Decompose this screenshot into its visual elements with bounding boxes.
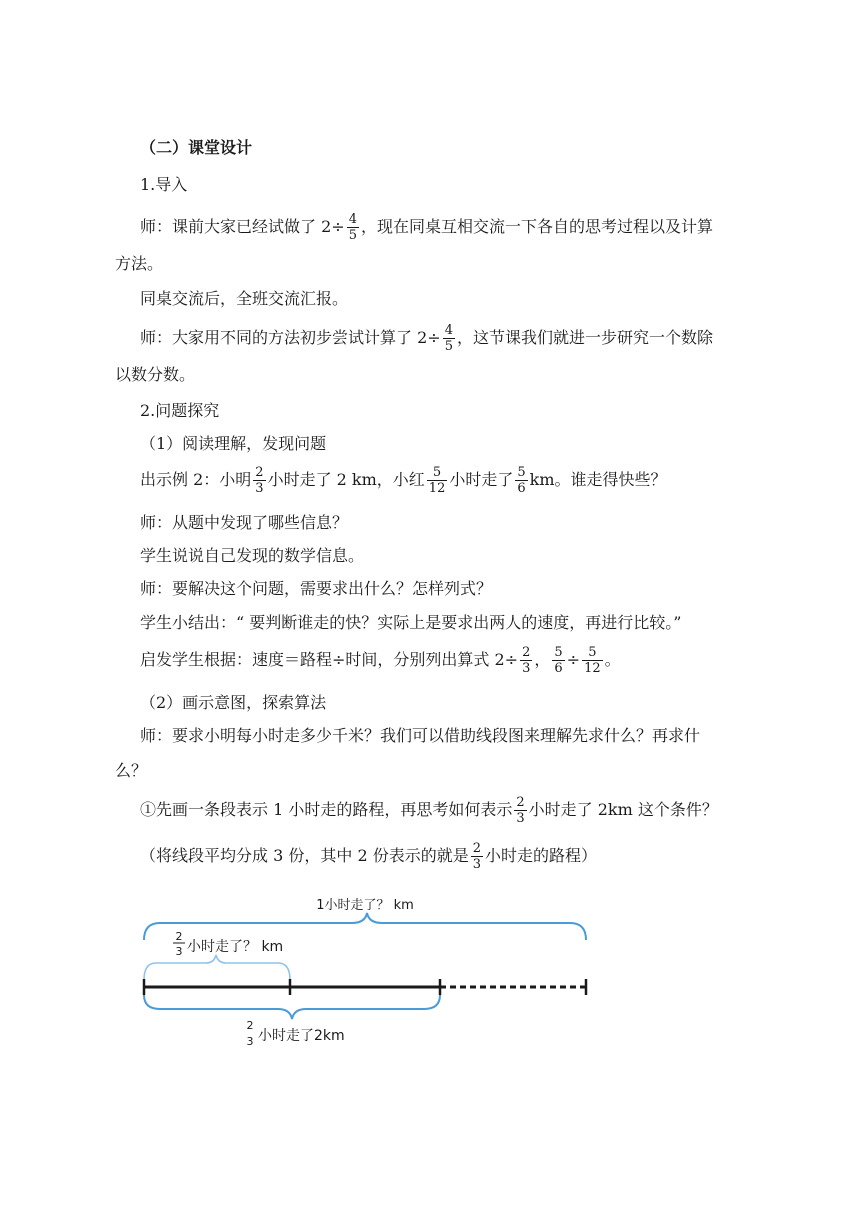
bottom-frac-den: 3 [246,1035,254,1048]
paragraph-2: 同桌交流后，全班交流汇报。 [140,289,349,308]
paragraph-10: 师：要求小明每小时走多少千米？我们可以借助线段图来理解先求什么？再求什 [140,726,701,745]
bottom-label: 小时走了2km [258,1028,345,1044]
paragraph-7: 师：要解决这个问题，需要求出什么？怎样列式？ [140,579,493,598]
text: ÷ [566,650,581,669]
bottom-frac-num: 2 [246,1019,254,1032]
text: ，现在同桌互相交流一下各自的思考过程以及计算 [360,217,713,236]
section-title: （二）课堂设计 [140,138,253,157]
section-2-title: 2.问题探究 [140,401,220,420]
text: ， [534,650,551,669]
text: 启发学生根据：速度＝路程÷时间，分别列出算式 2÷ [140,650,519,669]
fraction: $\frac{5}{12}$ [428,465,446,496]
text: km。谁走得快些？ [529,470,667,489]
paragraph-3-cont: 以数分数。 [115,365,196,384]
paragraph-12 [140,834,597,878]
paragraph-4 [140,458,667,502]
top-brace [144,913,586,940]
paragraph-8: 学生小结出：“ 要判断谁走的快？实际上是要求出两人的速度，再进行比较。” [140,613,682,632]
section-1-title: 1.导入 [140,175,188,194]
fraction: $\frac{4}{5}$ [444,323,453,354]
paragraph-6: 学生说说自己发现的数学信息。 [140,546,365,565]
top-label: 1小时走了？ km [316,898,414,913]
text: 出示例 2：小明 [140,470,252,489]
text: （将线段平均分成 3 份，其中 2 份表示的就是 [140,846,469,865]
paragraph-10-cont: 么？ [115,761,148,780]
mid-label: 小时走了？ km [187,939,284,955]
fraction: $\frac{2}{3}$ [516,795,525,826]
text: 。 [604,650,621,669]
paragraph-5: 师：从题中发现了哪些信息？ [140,513,349,532]
mid-brace [144,955,290,980]
paragraph-11 [140,788,718,832]
subsection-1: （1）阅读理解，发现问题 [140,434,327,453]
paragraph-9 [140,638,621,682]
fraction: $\frac{2}{3}$ [472,841,481,872]
text: 小时走了 [449,470,514,489]
fraction: $\frac{2}{3}$ [255,465,264,496]
text: 小时走了 2 km，小红 [267,470,425,489]
paragraph-3 [140,316,713,360]
text: 师：大家用不同的方法初步尝试计算了 2÷ [140,328,441,347]
line-segment-diagram [130,885,600,1055]
text: 小时走了 2km 这个条件？ [528,800,718,819]
paragraph-1 [140,205,713,249]
fraction: $\frac{4}{5}$ [348,212,357,243]
text: ①先画一条段表示 1 小时走的路程，再思考如何表示 [140,800,513,819]
bottom-brace [144,995,440,1019]
text: ，这节课我们就进一步研究一个数除 [456,328,713,347]
fraction: $\frac{5}{6}$ [517,465,526,496]
paragraph-1-cont: 方法。 [115,254,164,273]
text: 小时走的路程） [485,846,598,865]
mid-frac-num: 2 [175,930,183,943]
fraction: $\frac{2}{3}$ [522,645,531,676]
fraction: $\frac{5}{6}$ [554,645,563,676]
text: 师：课前大家已经试做了 2÷ [140,217,345,236]
fraction: $\frac{5}{12}$ [584,645,601,676]
mid-frac-den: 3 [175,945,183,958]
subsection-2: （2）画示意图，探索算法 [140,693,327,712]
